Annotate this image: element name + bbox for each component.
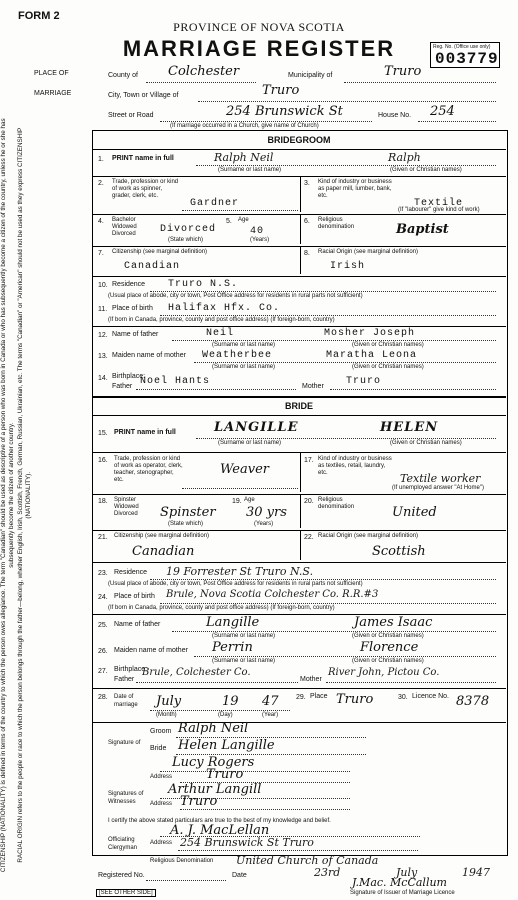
groom-birthplace-hint: (If born in Canada, province, county and post office address) (If foreign-born, country) [108, 317, 335, 323]
reg-year: 1947 [462, 866, 490, 879]
groom-bp-mother: Truro [346, 376, 382, 387]
bride-industry-label: Kind of industry or business as textiles, retail, laundry, etc. [318, 456, 392, 476]
marriage-day-hint: (Day) [218, 712, 233, 718]
bride-citizenship: Canadian [132, 544, 195, 559]
bride-father-surname: Langille [206, 615, 260, 630]
bride-religion: United [392, 505, 437, 520]
bride-status-hint: (State which) [168, 521, 204, 527]
bride-status-label: Spinster Widowed Divorced [114, 497, 139, 517]
bride-age: 30 yrs [246, 505, 287, 520]
groom-father-surname-hint: (Surname or last name) [212, 342, 276, 348]
groom-signature: Ralph Neil [178, 721, 249, 736]
witness1-address-label: Address [150, 774, 173, 780]
municipality-label: Municipality of [288, 72, 333, 79]
signature-of-label: Signature of [108, 740, 141, 746]
bride-mother-surname-hint: (Surname or last name) [212, 658, 276, 664]
margin-instructions [0, 115, 33, 875]
bride-trade-label: Trade, profession or kind of work as operator, clerk, teacher, stenographer, etc. [114, 456, 183, 483]
groom-citizenship-label: Citizenship (see marginal definition) [112, 249, 208, 255]
marriage-month-hint: (Month) [156, 712, 177, 718]
bride-sig-label: Bride [150, 745, 167, 752]
bride-birthplace: Brule, Nova Scotia Colchester Co. R.R.#3 [166, 589, 379, 600]
bride-birthplace-label: Place of birth [114, 593, 155, 600]
marriage-year: 47 [262, 694, 279, 709]
bride-father-given: James Isaac [354, 615, 433, 630]
groom-age-label: Age [238, 217, 249, 223]
witness1-address: Truro [206, 767, 244, 782]
groom-father-given: Mosher Joseph [324, 328, 416, 339]
groom-birthplace-label: Place of birth [112, 305, 153, 312]
groom-industry-label: Kind of industry or business as paper mill, lumber, bank, etc. [318, 179, 392, 199]
groom-racial: Irish [330, 261, 366, 272]
bride-industry: Textile worker [400, 472, 481, 485]
place-note: (If marriage occurred in a Church, give name of Church) [170, 123, 319, 129]
bride-racial-label: Racial Origin (see marginal definition) [318, 533, 419, 539]
groom-bp-father: Noel Hants [140, 376, 211, 387]
groom-status-label: Bachelor Widowed Divorced [112, 217, 137, 237]
bridegroom-heading: BRIDEGROOM [267, 135, 331, 145]
bride-status: Spinster [160, 505, 216, 520]
bride-surname: LANGILLE [214, 420, 299, 435]
marriage-month: July [156, 694, 182, 709]
groom-bp-mother-label: Mother [302, 383, 324, 390]
bride-age-hint: (Years) [254, 521, 274, 527]
certify-statement: I certify the above stated particulars are true to the best of my knowledge and belief. [108, 818, 331, 824]
marriage-place: Truro [336, 692, 374, 707]
bride-signature: Helen Langille [178, 738, 275, 753]
groom-residence: Truro N.S. [168, 279, 239, 290]
reg-no-label: Reg. No. (Office use only) [433, 44, 491, 50]
groom-religion: Baptist [396, 222, 449, 237]
groom-surname: Ralph Neil [214, 151, 274, 164]
bride-mother-label: Maiden name of mother [114, 647, 188, 654]
licence-label: Licence No. [412, 693, 449, 700]
registered-no-label: Registered No. [98, 872, 145, 879]
groom-residence-hint: (Usual place of abode, city or town, Post Office address for residents in rural parts not sufficient) [108, 293, 363, 299]
municipality-value: Truro [384, 64, 422, 79]
bride-residence: 19 Forrester St Truro N.S. [166, 565, 314, 578]
see-other-side: [SEE OTHER SIDE] [96, 889, 156, 897]
groom-status-hint: (State which) [168, 237, 204, 243]
licence-no: 8378 [456, 694, 490, 709]
groom-surname-hint: (Surname or last name) [218, 167, 282, 173]
street-label: Street or Road [108, 112, 154, 119]
witness2-address-label: Address [150, 801, 173, 807]
groom-bp-parents-label: Birthplace: [112, 373, 146, 380]
bride-father-label: Name of father [114, 621, 161, 628]
bride-mother-surname: Perrin [212, 640, 253, 655]
bride-given: HELEN [380, 420, 439, 435]
bride-mother-given-hint: (Given or Christian names) [352, 658, 424, 664]
city-value: Truro [262, 83, 300, 98]
witness1-name: Lucy Rogers [172, 755, 255, 770]
denomination-label: Religious Denomination [150, 858, 214, 864]
county-label: County of [108, 72, 138, 79]
form-number: FORM 2 [18, 10, 60, 22]
groom-given: Ralph [388, 151, 421, 164]
groom-age: 40 [250, 226, 265, 237]
witness2-address: Truro [180, 794, 218, 809]
bride-bp-father-label: Father [114, 676, 135, 683]
groom-mother-given: Maratha Leona [326, 350, 418, 361]
city-label: City, Town or Village of [108, 92, 179, 99]
marriage-date-label: Date of marriage [114, 694, 138, 708]
groom-age-hint: (Years) [250, 237, 270, 243]
groom-residence-label: Residence [112, 281, 146, 288]
groom-trade: Gardner [190, 198, 240, 209]
groom-birthplace: Halifax Hfx. Co. [168, 303, 281, 314]
bride-religion-label: Religious denomination [318, 497, 355, 510]
clergy-denomination: United Church of Canada [236, 854, 379, 867]
issuer-label: Signature of Issuer of Marriage Licence [350, 890, 455, 896]
groom-print-label: PRINT name in full [112, 155, 174, 162]
bride-age-label: Age [244, 497, 255, 503]
province-heading: PROVINCE OF NOVA SCOTIA [173, 20, 345, 34]
groom-racial-label: Racial Origin (see marginal definition) [318, 249, 419, 255]
bride-trade: Weaver [220, 462, 269, 477]
bride-given-hint: (Given or Christian names) [390, 440, 462, 446]
marriage-day: 19 [222, 694, 239, 709]
bride-father-surname-hint: (Surname or last name) [212, 633, 276, 639]
marriage-place-label: Place [310, 693, 328, 700]
groom-industry: Textile [414, 198, 464, 209]
groom-industry-hint: (If "labourer" give kind of work) [398, 207, 480, 213]
bride-residence-hint: (Usual place of abode, city or town, Post Office address for residents in rural parts not sufficient) [108, 581, 363, 587]
registration-number-box [430, 42, 500, 68]
street-value: 254 Brunswick St [226, 104, 343, 119]
issuer-signature: J.Mac. McCallum [352, 876, 447, 889]
reg-day: 23rd [314, 866, 341, 879]
groom-father-given-hint: (Given or Christian names) [352, 342, 424, 348]
groom-trade-label: Trade, profession or kind of work as spinner, grader, clerk, etc. [112, 179, 179, 199]
bride-industry-hint: (If unemployed answer "At Home") [392, 485, 484, 491]
witness2-name: Arthur Langill [168, 782, 262, 797]
bride-birthplace-hint: (If born in Canada, province, county and post office address) (If foreign-born, country) [108, 605, 335, 611]
groom-religion-label: Religious denomination [318, 217, 355, 230]
groom-bp-father-label: Father [112, 383, 133, 390]
groom-father-label: Name of father [112, 331, 159, 338]
groom-status: Divorced [160, 224, 217, 235]
witness-label: Signatures of Witnesses [108, 791, 144, 805]
reg-date-prefix: Date [232, 872, 247, 879]
bride-print-label: PRINT name in full [114, 429, 176, 436]
groom-mother-given-hint: (Given or Christian names) [352, 364, 424, 370]
groom-father-surname: Neil [206, 328, 235, 339]
groom-mother-surname: Weatherbee [202, 350, 273, 361]
clergy-address-label: Address [150, 840, 173, 846]
bride-racial: Scottish [372, 544, 426, 559]
margin-line-3: CITIZENSHIP (NATIONALITY) is defined in terms of the country to which the person owes allegiance. The term "Canadian" should be used as descriptive of a person who was born in Canada or who has subsequently become a citizen of the country, unless he or she has subsequently become the citizen of another country. [0, 118, 15, 873]
county-value: Colchester [168, 64, 240, 79]
groom-given-hint: (Given or Christian names) [390, 167, 462, 173]
reg-no-value: 003779 [435, 50, 499, 68]
bride-bp-mother-label: Mother [300, 676, 322, 683]
groom-sig-label: Groom [150, 728, 172, 735]
clergy-label: Officiating Clergyman [108, 837, 138, 851]
groom-citizenship: Canadian [124, 261, 181, 272]
house-label: House No. [378, 112, 412, 119]
marriage-label: MARRIAGE [34, 90, 72, 97]
place-of-label: PLACE OF [34, 70, 69, 77]
bride-surname-hint: (Surname or last name) [218, 440, 282, 446]
bride-bp-parents-label: Birthplace: [114, 666, 148, 673]
bride-mother-given: Florence [360, 640, 419, 655]
bride-citizenship-label: Citizenship (see marginal definition) [114, 533, 210, 539]
marriage-year-hint: (Year) [262, 712, 279, 718]
clergy-name: A. J. MacLellan [170, 823, 270, 838]
page-title: MARRIAGE REGISTER [122, 36, 396, 61]
bride-father-given-hint: (Given or Christian names) [352, 633, 424, 639]
bride-bp-father: Brule, Colchester Co. [142, 667, 251, 678]
reg-month: July [396, 866, 418, 879]
margin-line-4: RACIAL ORIGIN refers to the people or race to which the person belongs through the father—belong, whether English, Irish, Scottish, French, German, Russian, Ukrainian, etc. The terms "Canadian" or "American" should not be used as they express CITIZENSHIP (NATIONALITY). [16, 127, 32, 863]
bride-residence-label: Residence [114, 569, 148, 576]
clergy-address: 254 Brunswick St Truro [180, 836, 314, 849]
bride-heading: BRIDE [284, 401, 313, 411]
groom-mother-surname-hint: (Surname or last name) [212, 364, 276, 370]
groom-mother-label: Maiden name of mother [112, 352, 186, 359]
house-value: 254 [430, 104, 455, 119]
bride-bp-mother: River John, Pictou Co. [328, 667, 440, 678]
